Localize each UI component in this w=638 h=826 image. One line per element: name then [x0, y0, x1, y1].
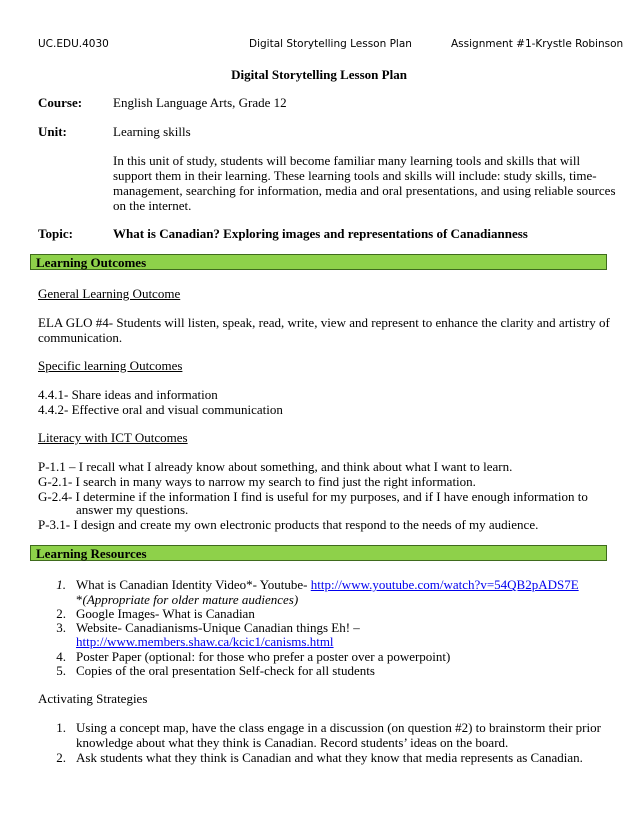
list-number: 2.: [56, 606, 66, 621]
header-document-title: Digital Storytelling Lesson Plan: [249, 38, 412, 50]
ict-outcome-line: answer my questions.: [76, 502, 189, 517]
ict-outcomes-heading: Literacy with ICT Outcomes: [38, 430, 188, 445]
list-number: 1.: [56, 720, 66, 735]
list-number: 1.: [56, 577, 66, 592]
list-item: Poster Paper (optional: for those who prefer a poster over a powerpoint): [76, 649, 451, 664]
course-value: English Language Arts, Grade 12: [113, 95, 287, 110]
ict-outcome-line: P-1.1 – I recall what I already know about something, and think about what I want to learn.: [38, 459, 513, 474]
canadianisms-link[interactable]: http://www.members.shaw.ca/kcic1/canisms.html: [76, 634, 334, 649]
list-item: [76, 577, 579, 592]
page-title: Digital Storytelling Lesson Plan: [231, 67, 407, 82]
activating-strategies-heading: Activating Strategies: [38, 691, 148, 706]
strategy-line: Ask students what they think is Canadian and what they know that media represents as Canadian.: [76, 750, 583, 765]
topic-label: Topic:: [38, 226, 73, 241]
list-item: Website- Canadianisms-Unique Canadian things Eh! –: [76, 620, 360, 635]
ict-outcome-line: G-2.1- I search in many ways to narrow my search to find just the right information.: [38, 474, 476, 489]
topic-value: What is Canadian? Exploring images and representations of Canadianness: [113, 226, 528, 241]
list-number: 4.: [56, 649, 66, 664]
list-number: 3.: [56, 620, 66, 635]
section-heading: Learning Outcomes: [36, 255, 147, 270]
section-band-learning-resources: [30, 545, 607, 561]
resource-note: [76, 592, 298, 607]
general-outcome-heading: General Learning Outcome: [38, 286, 181, 301]
ict-outcome-line: G-2.4- I determine if the information I find is useful for my purposes, and if I have enough information to: [38, 489, 588, 504]
unit-value: Learning skills: [113, 124, 191, 139]
list-number: 2.: [56, 750, 66, 765]
youtube-link[interactable]: http://www.youtube.com/watch?v=54QB2pADS7E: [310, 577, 579, 592]
unit-label: Unit:: [38, 124, 67, 139]
section-band-learning-outcomes: [30, 254, 607, 270]
list-number: 5.: [56, 663, 66, 678]
unit-description-line: management, searching for information, media and oral presentations, and using reliable sources: [113, 183, 616, 198]
specific-outcomes-heading: Specific learning Outcomes: [38, 358, 183, 373]
unit-description-line: on the internet.: [113, 198, 192, 213]
unit-description-line: support them in their learning. These learning tools and skills will include: study skills, time-: [113, 168, 597, 183]
note-star: *: [76, 592, 83, 607]
strategy-line: knowledge about what they think is Canadian. Record students’ ideas on the board.: [76, 735, 509, 750]
specific-outcome-item: 4.4.2- Effective oral and visual communication: [38, 402, 283, 417]
strategy-line: Using a concept map, have the class engage in a discussion (on question #2) to brainstorm their prior: [76, 720, 601, 735]
course-label: Course:: [38, 95, 83, 110]
resource-text: What is Canadian Identity Video*- Youtube-: [76, 577, 311, 592]
header-assignment: Assignment #1-Krystle Robinson: [451, 38, 624, 50]
list-item: Copies of the oral presentation Self-check for all students: [76, 663, 375, 678]
list-item: Google Images- What is Canadian: [76, 606, 255, 621]
section-heading: Learning Resources: [36, 546, 147, 561]
general-outcome-line: communication.: [38, 330, 123, 345]
specific-outcome-item: 4.4.1- Share ideas and information: [38, 387, 218, 402]
header-course-code: UC.EDU.4030: [38, 38, 109, 50]
note-text: (Appropriate for older mature audiences): [82, 592, 299, 607]
ict-outcome-line: P-3.1- I design and create my own electronic products that respond to the needs of my audience.: [38, 517, 539, 532]
unit-description-line: In this unit of study, students will become familiar many learning tools and skills that will: [113, 153, 581, 168]
general-outcome-line: ELA GLO #4- Students will listen, speak, read, write, view and represent to enhance the clarity and artistry of: [38, 315, 610, 330]
